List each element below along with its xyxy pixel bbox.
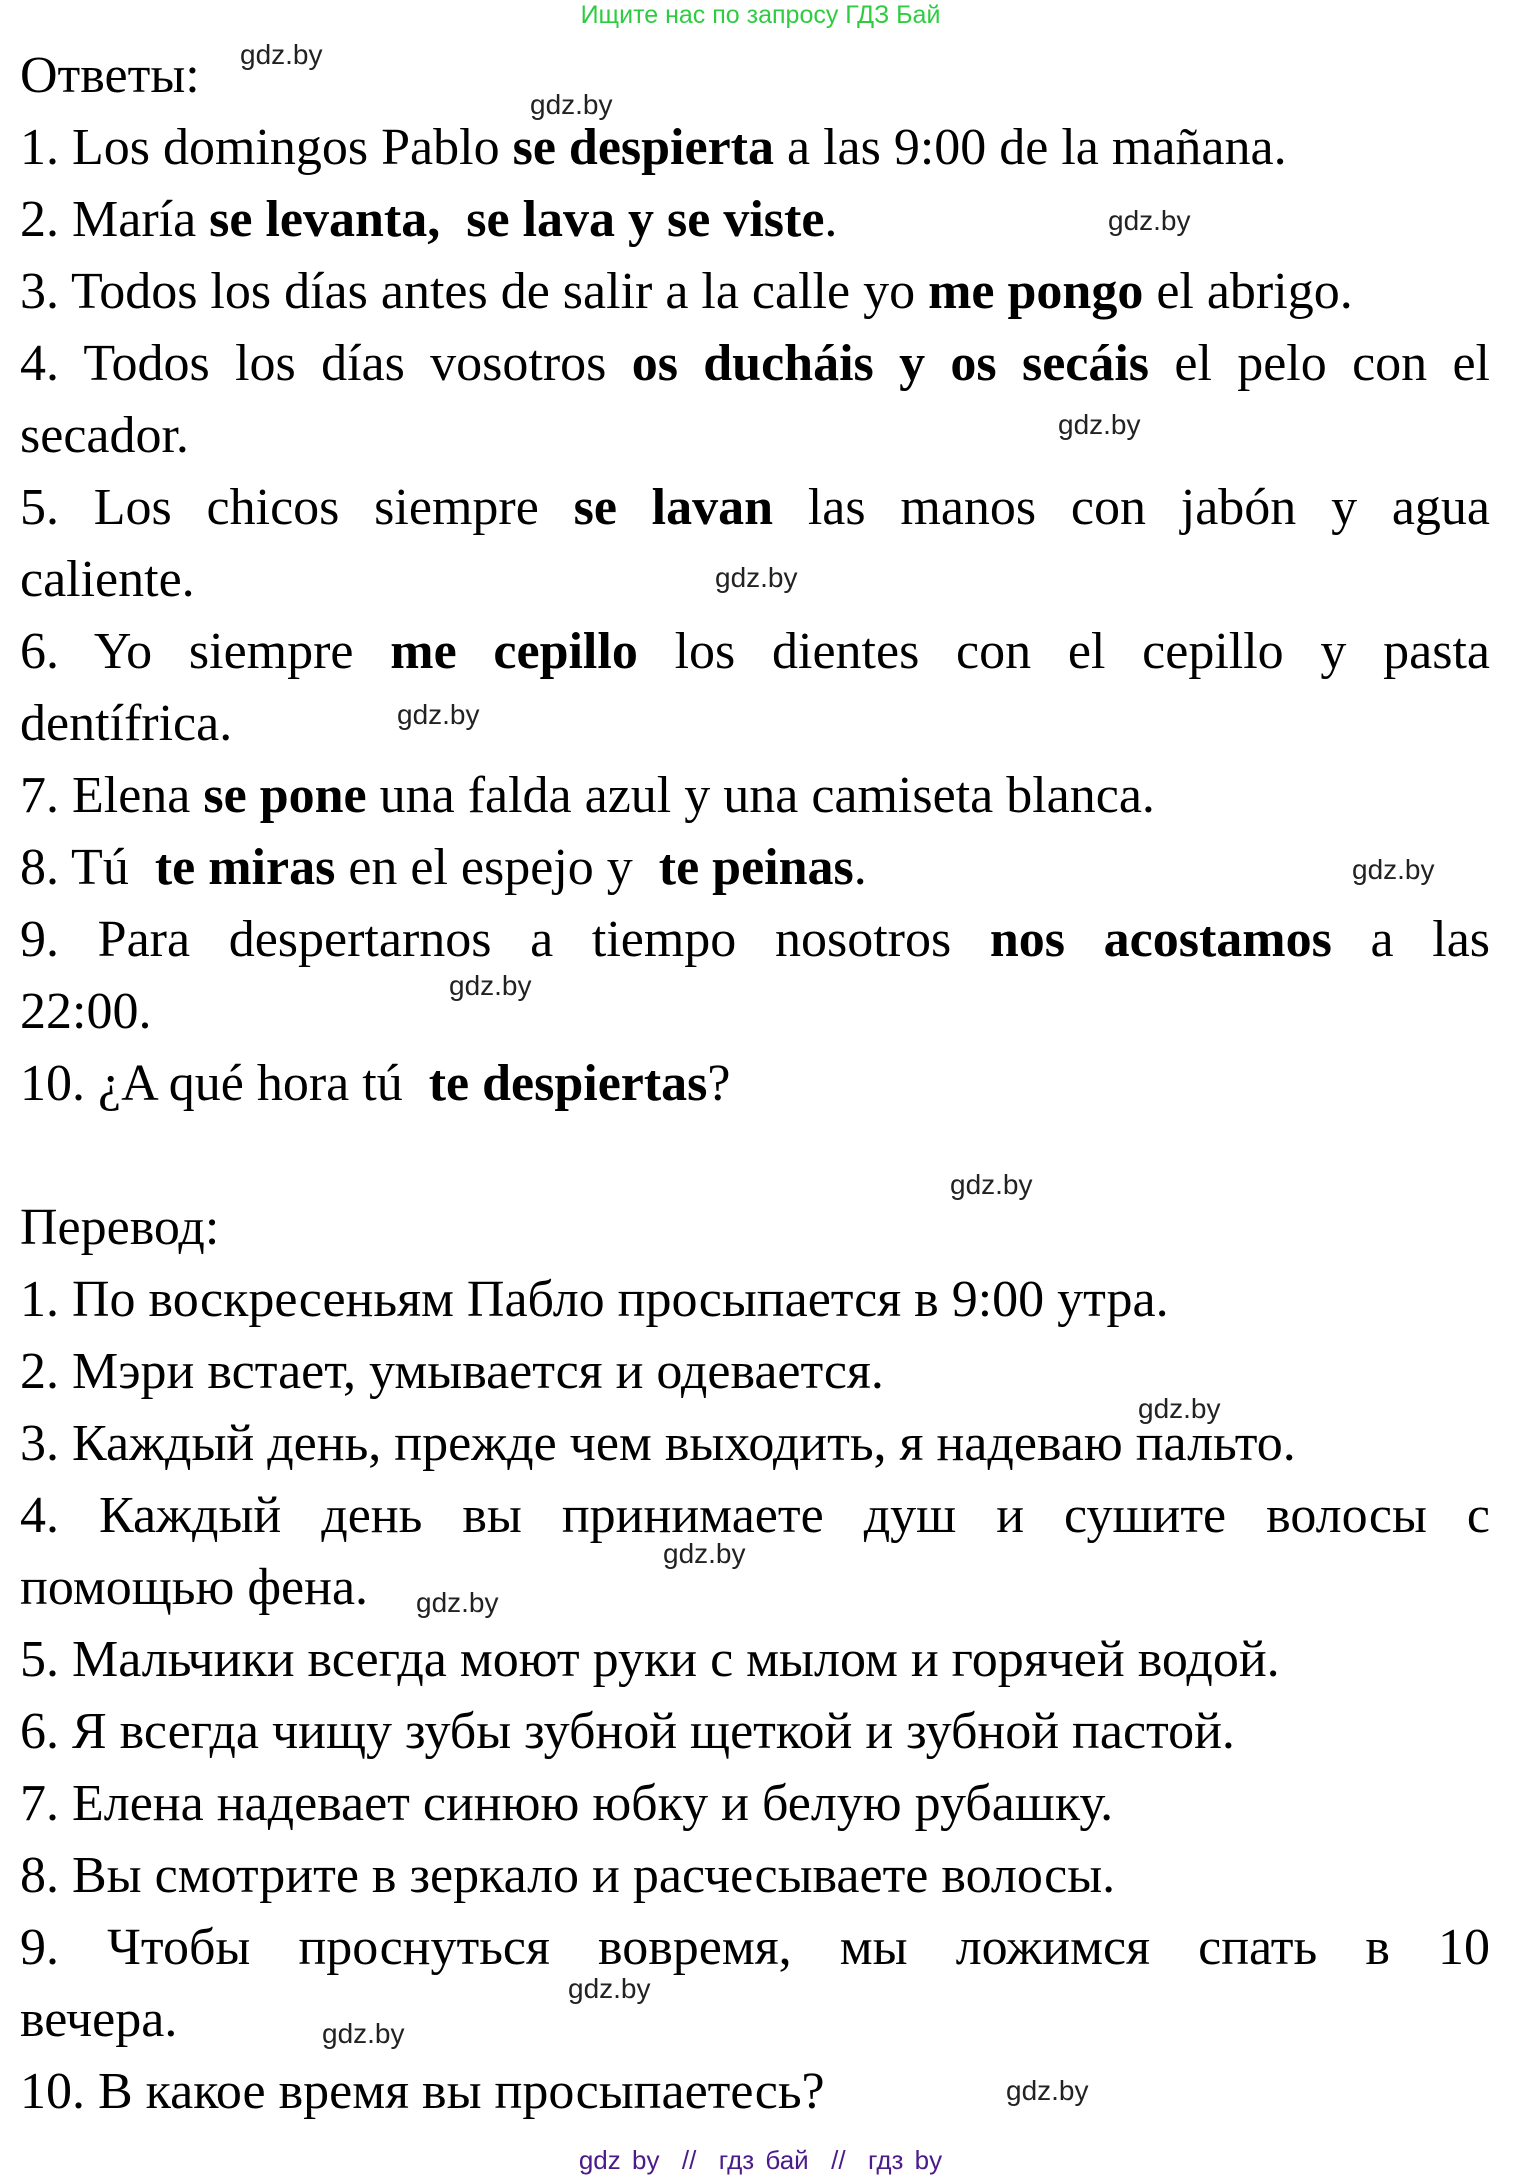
watermark: gdz.by <box>950 1169 1033 1200</box>
answer-text: 10. ¿A qué hora tú <box>20 1055 429 1112</box>
answer-verb: se pone <box>203 767 367 824</box>
watermark: gdz.by <box>449 970 532 1001</box>
answer-line-7 <box>20 760 1490 832</box>
watermark: gdz.by <box>240 39 323 70</box>
answer-text: secador. <box>20 407 189 464</box>
answer-text: a las 9:00 de la mañana. <box>773 119 1287 176</box>
translation-line-3: 3. Каждый день, прежде чем выходить, я надеваю пальто. <box>20 1415 1296 1472</box>
answer-verb: se despierta <box>512 119 774 176</box>
translation-line-4: 4. Каждый день вы принимаете душ и сушите волосы с <box>20 1487 1490 1544</box>
answer-text: 22:00. <box>20 983 152 1040</box>
translation-line-6: 6. Я всегда чищу зубы зубной щеткой и зубной пастой. <box>20 1703 1235 1760</box>
answer-text: 6. Yo siempre <box>20 623 391 680</box>
answer-verb: te miras <box>154 839 336 896</box>
watermark: gdz.by <box>1352 854 1435 885</box>
answer-line-8 <box>20 832 1490 904</box>
answer-text: 9. Para despertarnos a tiempo nosotros <box>20 911 990 968</box>
watermark: gdz.by <box>416 1587 499 1618</box>
answer-line-9-cont <box>20 976 1490 1048</box>
answer-line-3 <box>20 256 1490 328</box>
translation-line-7: 7. Елена надевает синюю юбку и белую рубашку. <box>20 1775 1114 1832</box>
search-banner: Ищите нас по запросу ГДЗ Бай <box>580 1 941 29</box>
answers-heading: Ответы: <box>20 47 200 104</box>
answer-text: las manos con jabón y agua <box>773 479 1490 536</box>
answer-text: el pelo con el <box>1149 335 1490 392</box>
answer-line-1 <box>20 112 1490 184</box>
answer-verb: me pongo <box>928 263 1144 320</box>
answer-verb: me cepillo <box>390 623 638 680</box>
watermark: gdz.by <box>1058 409 1141 440</box>
watermark: gdz.by <box>397 699 480 730</box>
answer-text: 2. María <box>20 191 210 248</box>
answer-text: a las <box>1331 911 1490 968</box>
translation-line-5: 5. Мальчики всегда моют руки с мылом и горячей водой. <box>20 1631 1280 1688</box>
answer-text: . <box>853 839 867 896</box>
answer-text: 5. Los chicos siempre <box>20 479 574 536</box>
watermark: gdz.by <box>1138 1393 1221 1424</box>
translation-line-9-cont: вечера. <box>20 1991 178 2048</box>
translation-line-10: 10. В какое время вы просыпаетесь? <box>20 2063 825 2120</box>
answer-verb: se levanta, se lava y se viste <box>209 191 825 248</box>
answer-verb: nos acostamos <box>989 911 1332 968</box>
answer-verb: te peinas <box>658 839 854 896</box>
translation-line-4-cont: помощью фена. <box>20 1559 369 1616</box>
answer-text: 1. Los domingos Pablo <box>20 119 513 176</box>
answer-line-6-cont <box>20 688 1490 760</box>
answer-line-2 <box>20 184 1490 256</box>
translation-line-2: 2. Мэри встает, умывается и одевается. <box>20 1343 884 1400</box>
answer-line-4 <box>20 328 1490 400</box>
answer-line-5 <box>20 472 1490 544</box>
answer-text: 3. Todos los días antes de salir a la calle yo <box>20 263 929 320</box>
answer-text: caliente. <box>20 551 195 608</box>
watermark: gdz.by <box>530 89 613 120</box>
answer-line-10 <box>20 1048 1490 1120</box>
answer-text: ? <box>707 1055 731 1112</box>
answer-line-6 <box>20 616 1490 688</box>
answer-verb: se lavan <box>573 479 774 536</box>
translation-line-9: 9. Чтобы проснуться вовремя, мы ложимся спать в 10 <box>20 1919 1490 1976</box>
answer-text: 7. Elena <box>20 767 204 824</box>
answer-text: los dientes con el cepillo y pasta <box>637 623 1490 680</box>
footer-links: gdz by // гдз бай // гдз by <box>578 2145 943 2175</box>
translation-line-8: 8. Вы смотрите в зеркало и расчесываете волосы. <box>20 1847 1116 1904</box>
section-gap <box>20 1120 1490 1192</box>
watermark: gdz.by <box>715 562 798 593</box>
answer-verb: te despiertas <box>428 1055 708 1112</box>
watermark: gdz.by <box>1006 2075 1089 2106</box>
answer-verb: os ducháis y os secáis <box>631 335 1150 392</box>
document-body <box>20 40 1490 2128</box>
translation-line-1: 1. По воскресеньям Пабло просыпается в 9:00 утра. <box>20 1271 1169 1328</box>
translation-heading: Перевод: <box>20 1199 220 1256</box>
watermark: gdz.by <box>568 1973 651 2004</box>
watermark: gdz.by <box>1108 205 1191 236</box>
watermark: gdz.by <box>322 2018 405 2049</box>
watermark: gdz.by <box>663 1538 746 1569</box>
answer-text: una falda azul y una camiseta blanca. <box>366 767 1155 824</box>
answer-line-9 <box>20 904 1490 976</box>
answer-text: el abrigo. <box>1143 263 1353 320</box>
answer-text: dentífrica. <box>20 695 233 752</box>
answer-text: 8. Tú <box>20 839 155 896</box>
answer-text: . <box>824 191 838 248</box>
answer-line-4-cont <box>20 400 1490 472</box>
answer-text: 4. Todos los días vosotros <box>20 335 632 392</box>
answer-text: en el espejo y <box>335 839 659 896</box>
